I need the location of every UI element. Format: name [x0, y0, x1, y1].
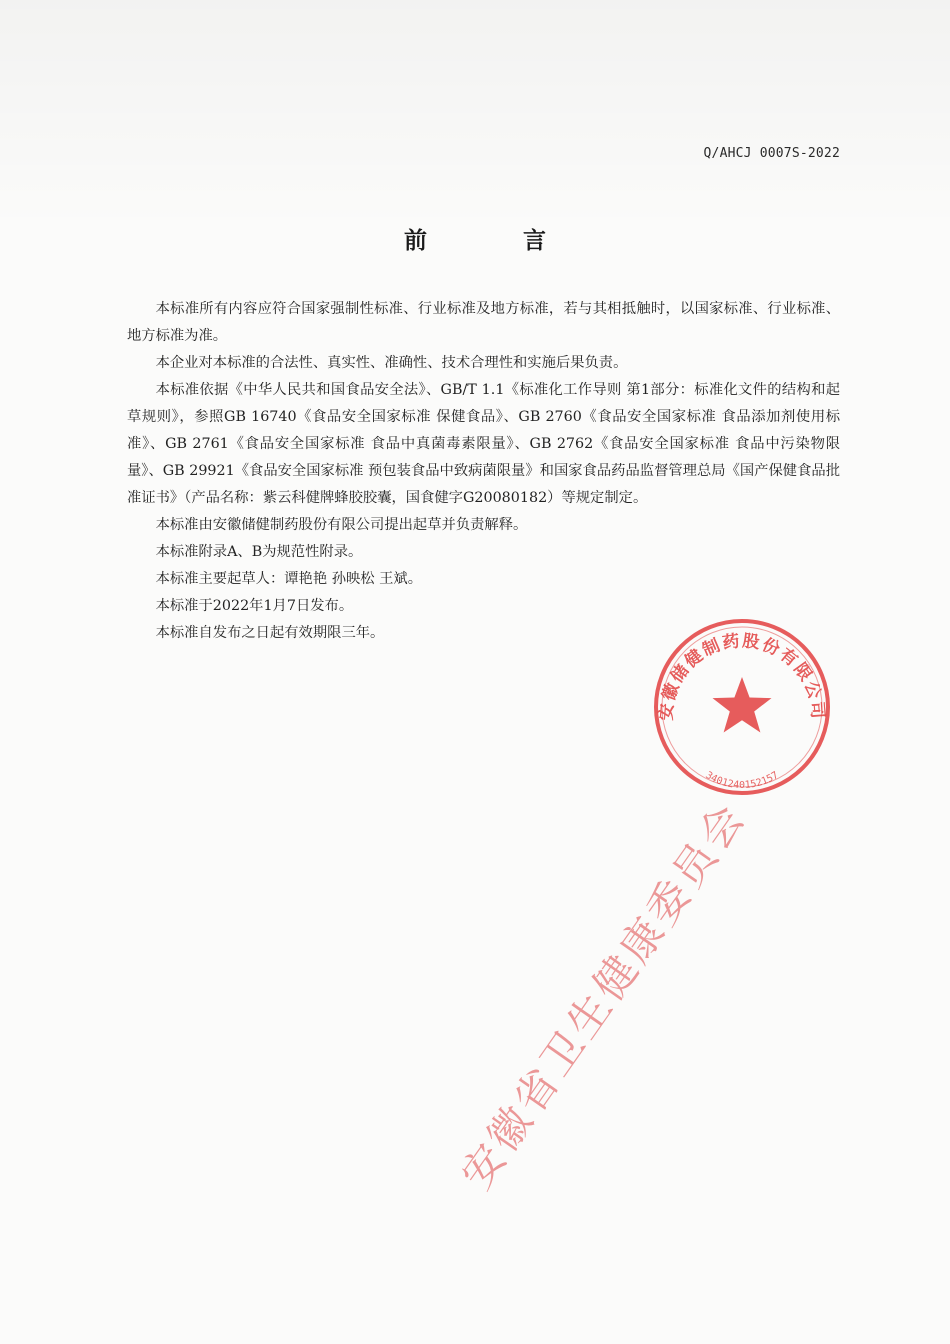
- paragraph-4: 本标准由安徽储健制药股份有限公司提出起草并负责解释。: [155, 517, 528, 533]
- page-title: 前 言: [403, 228, 590, 254]
- paragraph-7: 本标准于2022年1月7日发布。: [155, 598, 354, 614]
- paragraph-3: 本标准依据《中华人民共和国食品安全法》、GB/T 1.1《标准化工作导则 第1部分：标准化文件的结构和起草规则》，参照GB 16740《食品安全国家标准 保健食品》、GB 2760《食品安全国家标准 食品添加剂使用标准》、GB 2761《食品安全国家标准 食品中真菌毒素限量》、GB 2762《食品安全国家标准 食品中污染物限量》、GB 29921《食品安全国家标准 预包装食品中致病菌限量》和国家食品药品监督管理总局《国产保健食品批准证书》（产品名称：紫云科健牌蜂胶胶囊，国食健字G20080182）等规定制定。: [127, 382, 840, 506]
- paragraph-2: 本企业对本标准的合法性、真实性、准确性、技术合理性和实施后果负责。: [155, 355, 628, 371]
- star-icon: [713, 677, 772, 733]
- paragraph-8: 本标准自发布之日起有效期限三年。: [155, 625, 385, 641]
- paragraph-5: 本标准附录A、B为规范性附录。: [155, 544, 363, 560]
- seal-name-text: 安徽储健制药股份有限公司: [656, 631, 828, 722]
- authority-watermark: 安徽省卫生健康委员会: [451, 792, 756, 1198]
- paragraph-6: 本标准主要起草人：谭艳艳 孙映松 王斌。: [155, 571, 423, 587]
- seal-number-text: 3401240152157: [703, 769, 781, 792]
- foreword-body: [127, 296, 840, 647]
- company-seal-stamp: [652, 617, 832, 797]
- paragraph-1: 本标准所有内容应符合国家强制性标准、行业标准及地方标准，若与其相抵触时，以国家标准、行业标准、地方标准为准。: [127, 301, 840, 344]
- document-code: Q/AHCJ 0007S-2022: [703, 146, 840, 161]
